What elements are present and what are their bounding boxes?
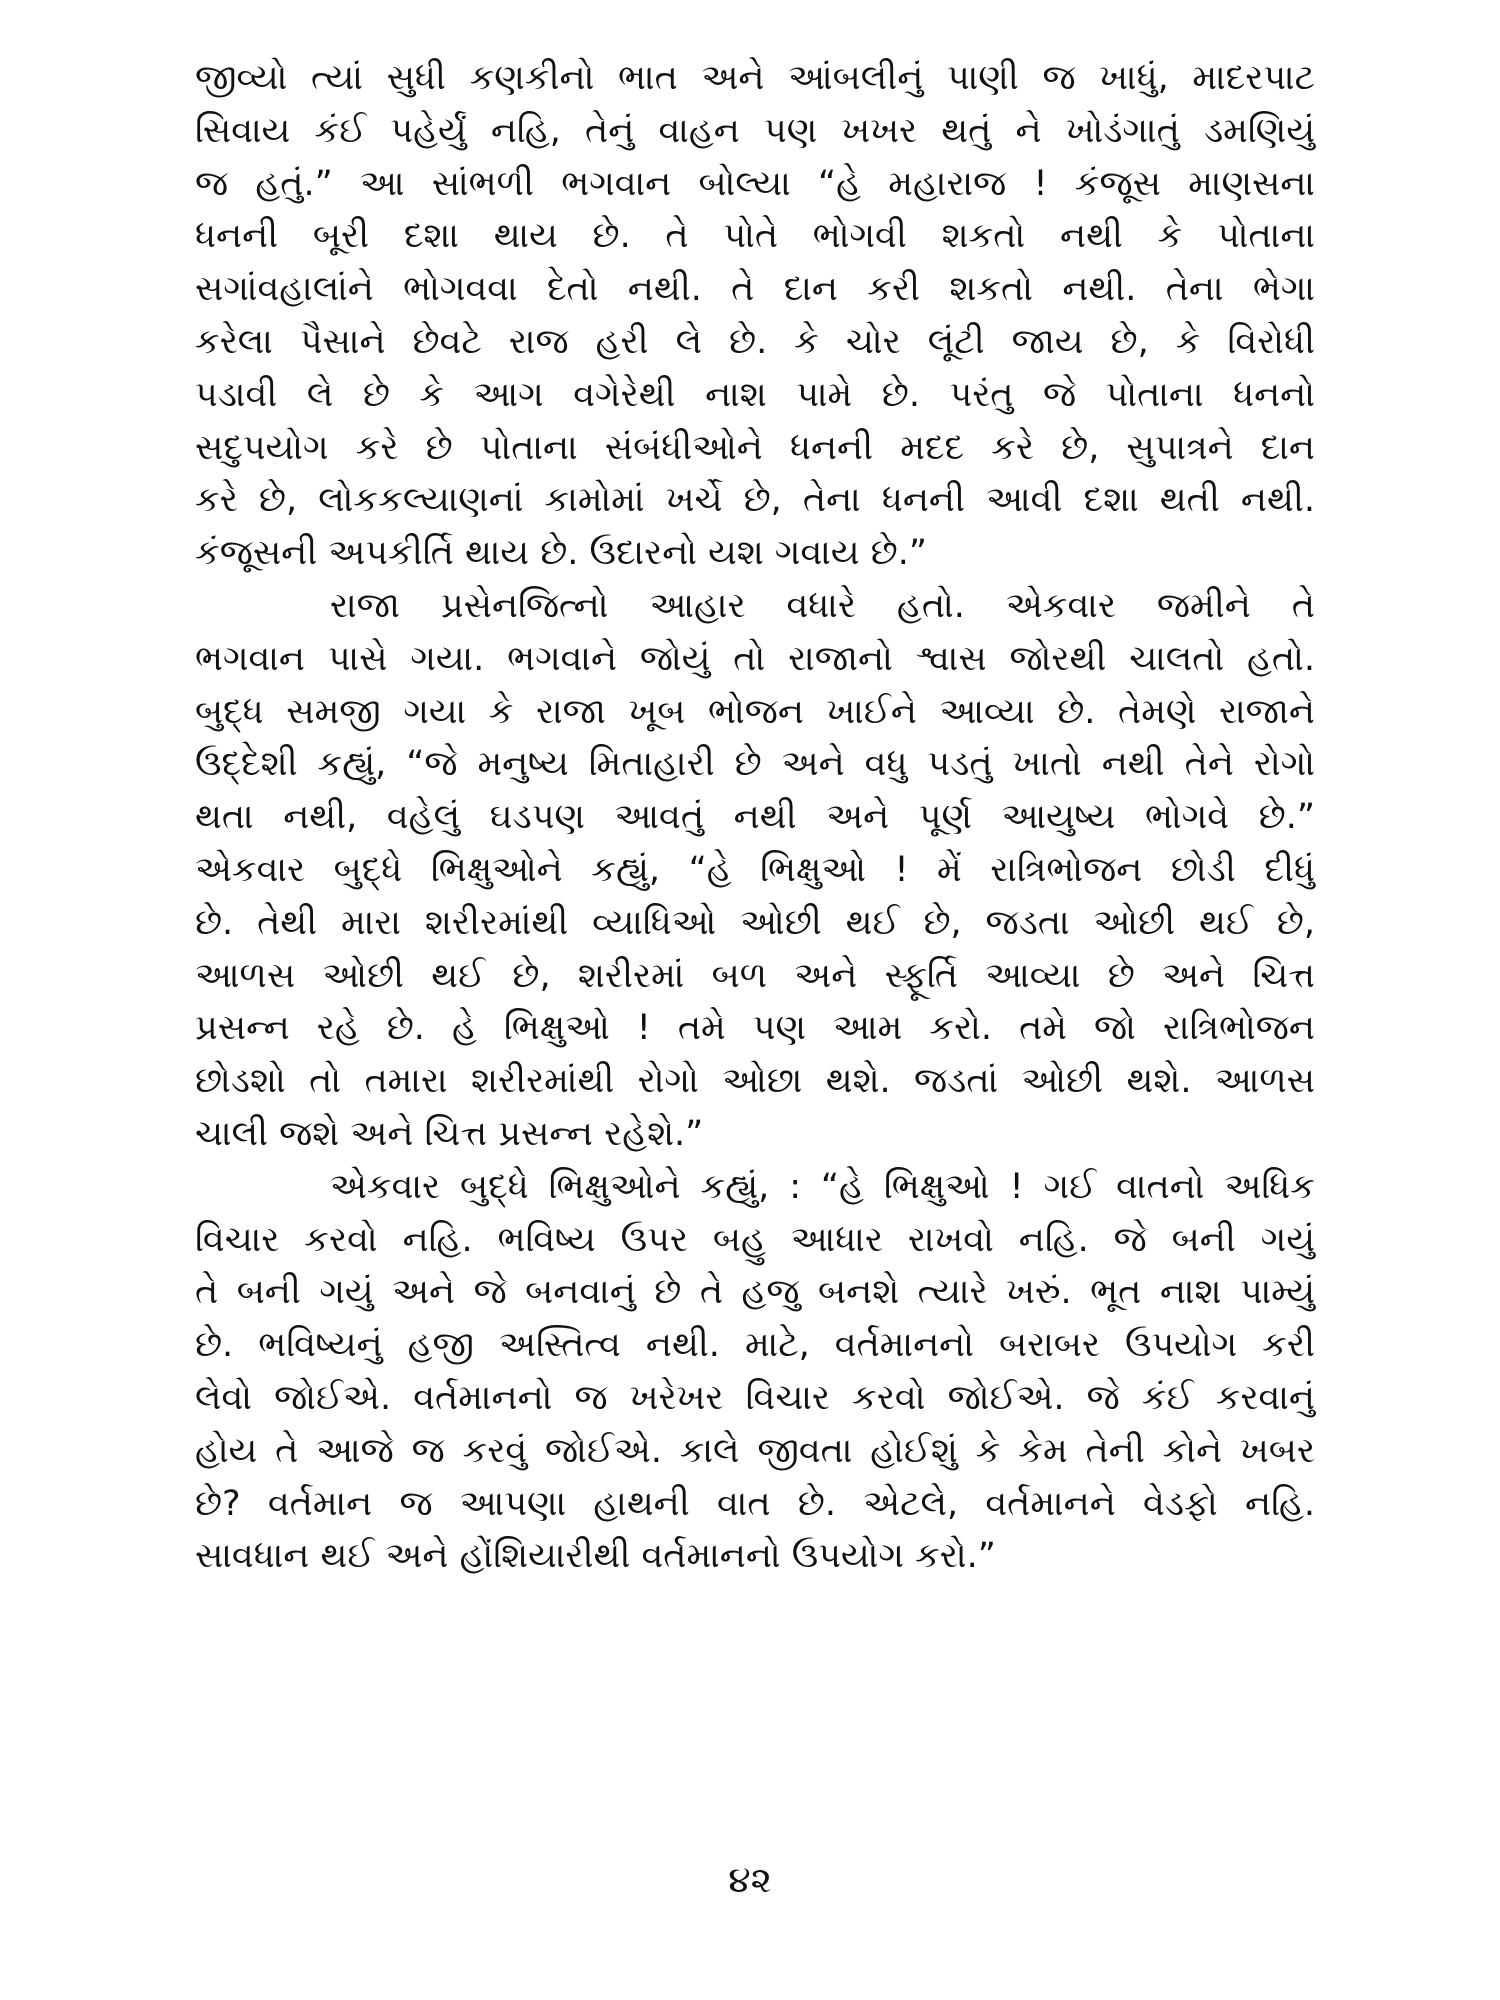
text-line: આળસ ઓછી થઈ છે, શરીરમાં બળ અને સ્ફૂર્તિ આવ્યા છે અને ચિત્ત [195,955,1315,996]
text-line: થતા નથી, વહેલું ઘડપણ આવતું નથી અને પૂર્ણ આયુષ્ય ભોગવે છે.” [195,797,1315,838]
text-line: એકવાર બુદ્ધે ભિક્ષુઓને કહ્યું, : “હે ભિક્ષુઓ ! ગઈ વાતનો અધિક [330,1166,1315,1207]
text-line: પ્રસન્ન રહે છે. હે ભિક્ષુઓ ! તમે પણ આમ કરો. તમે જો રાત્રિભોજન [195,1008,1315,1049]
text-line: છે. ભવિષ્યનું હજી અસ્તિત્વ નથી. માટે, વર્તમાનનો બરાબર ઉપયોગ કરી [195,1325,1315,1366]
text-line: જ હતું.” આ સાંભળી ભગવાન બોલ્યા “હે મહારાજ ! કંજૂસ માણસના [195,163,1315,204]
text-line: પડાવી લે છે કે આગ વગેરેથી નાશ પામે છે. પરંતુ જે પોતાના ધનનો [195,374,1315,415]
text-line: ઉદ્દેશી કહ્યું, “જે મનુષ્ય મિતાહારી છે અને વધુ પડતું ખાતો નથી તેને રોગો [195,744,1315,785]
text-line: સિવાય કંઈ પહેર્યું નહિ, તેનું વાહન પણ ખખર થતું ને ખોડંગાતું ડમણિયું [195,110,1315,151]
text-line: છે? વર્તમાન જ આપણા હાથની વાત છે. એટલે, વર્તમાનને વેડફો નહિ. [195,1483,1315,1524]
text-line: કરે છે, લોકકલ્યાણનાં કામોમાં ખર્ચે છે, તેના ધનની આવી દશા થતી નથી. [195,480,1315,521]
text-line: બુદ્ધ સમજી ગયા કે રાજા ખૂબ ભોજન ખાઈને આવ્યા છે. તેમણે રાજાને [195,691,1315,732]
paragraph [195,52,1315,580]
text-line: જીવ્યો ત્યાં સુધી કણકીનો ભાત અને આંબલીનું પાણી જ ખાધું, માદરપાટ [195,58,1315,98]
text-line: ચાલી જશે અને ચિત્ત પ્રસન્ન રહેશે.” [195,1113,704,1154]
text-line: છોડશો તો તમારા શરીરમાંથી રોગો ઓછા થશે. જડતાં ઓછી થશે. આળસ [195,1061,1315,1102]
body-text [195,52,1315,1583]
text-line: તે બની ગયું અને જે બનવાનું છે તે હજુ બનશે ત્યારે ખરું. ભૂત નાશ પામ્યું [195,1272,1315,1313]
text-line: લેવો જોઈએ. વર્તમાનનો જ ખરેખર વિચાર કરવો જોઈએ. જે કંઈ કરવાનું [195,1377,1315,1418]
text-line: કરેલા પૈસાને છેવટે રાજ હરી લે છે. કે ચોર લૂંટી જાય છે, કે વિરોધી [195,321,1315,362]
paragraph [195,1161,1315,1583]
text-line: સાવધાન થઈ અને હોંશિયારીથી વર્તમાનનો ઉપયોગ કરો.” [195,1536,996,1577]
text-line: હોય તે આજે જ કરવું જોઈએ. કાલે જીવતા હોઈશું કે કેમ તેની કોને ખબર [195,1430,1315,1471]
text-line: છે. તેથી મારા શરીરમાંથી વ્યાધિઓ ઓછી થઈ છે, જડતા ઓછી થઈ છે, [195,902,1315,943]
text-line: વિચાર કરવો નહિ. ભવિષ્ય ઉપર બહુ આધાર રાખવો નહિ. જે બની ગયું [195,1219,1315,1260]
text-line: સદુપયોગ કરે છે પોતાના સંબંધીઓને ધનની મદદ કરે છે, સુપાત્રને દાન [195,427,1315,468]
text-line: કંજૂસની અપકીર્તિ થાય છે. ઉદારનો યશ ગવાય છે.” [195,533,927,574]
text-line: સગાંવહાલાંને ભોગવવા દેતો નથી. તે દાન કરી શકતો નથી. તેના ભેગા [195,269,1315,310]
text-line: એકવાર બુદ્ધે ભિક્ષુઓને કહ્યું, “હે ભિક્ષુઓ ! મેં રાત્રિભોજન છોડી દીધું [195,849,1315,890]
text-line: ધનની બૂરી દશા થાય છે. તે પોતે ભોગવી શકતો નથી કે પોતાના [195,216,1315,257]
text-line: ભગવાન પાસે ગયા. ભગવાને જોયું તો રાજાનો શ્વાસ જોરથી ચાલતો હતો. [195,638,1315,679]
text-line: રાજા પ્રસેનજિત્નો આહાર વધારે હતો. એકવાર જમીને તે [330,585,1315,626]
page-number: ૪૨ [728,1860,772,1901]
paragraph [195,580,1315,1161]
